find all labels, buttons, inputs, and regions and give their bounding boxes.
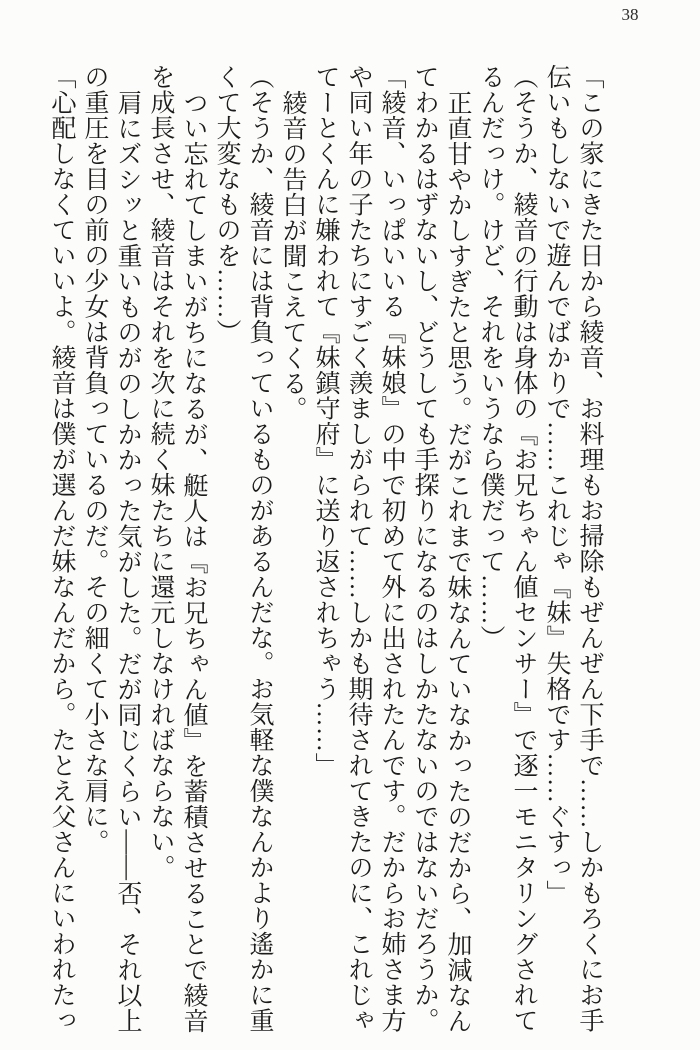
text-column: るんだっけ。けど、それをいうなら僕だって……） [477,64,504,651]
text-column: 「この家にきた日から綾音、お料理もお掃除もぜんぜん下手で……しかもろくにお手 [576,64,603,1033]
page-number: 38 [621,5,639,24]
text-column: 「綾音、いっぱいいる『妹娘』の中で初めて外に出されたんです。だからお姉さま方 [378,64,405,1033]
text-column: くて大変なものを……） [213,64,240,345]
text-column: 肩にズシッと重いものがのしかかった気がした。だが同じくらい――否、それ以上 [114,89,141,1033]
text-column: 綾音の告白が聞こえてくる。 [279,89,306,421]
text-column: 正直甘やかしすぎたと思う。だがこれまで妹なんていなかったのだから、加減なん [444,89,471,1033]
text-column: や同い年の子たちにすごく羨ましがられて……しかも期待されてきたのに、これじゃ [345,64,372,1033]
text-column: つい忘れてしまいがちになるが、艇人は『お兄ちゃん値』を蓄積させることで綾音 [180,89,207,1033]
text-column: の重圧を目の前の少女は背負っているのだ。その細くて小さな肩に。 [81,64,108,855]
text-column: 伝いもしないで遊んでばかりで……これじゃ『妹』失格です……ぐすっ」 [543,64,570,906]
vertical-text-block [45,64,606,1036]
text-column: てわかるはずないし、どうしても手探りになるのはしかたないのではないだろうか。 [411,64,438,1033]
text-column: （そうか、綾音の行動は身体の『お兄ちゃん値センサー』で逐一モニタリングされて [510,64,537,1033]
text-column: てーとくんに嫌われて『妹鎮守府』に送り返されちゃう……」 [312,64,339,778]
text-column: を成長させ、綾音はそれを次に続く妹たちに還元しなければならない。 [147,64,174,880]
text-column: （そうか、綾音には背負っているものがあるんだな。お気軽な僕なんかより遙かに重 [246,64,273,1033]
text-column: 「心配しなくていいよ。綾音は僕が選んだ妹なんだから。たとえ父さんにいわれたっ [48,64,75,1033]
